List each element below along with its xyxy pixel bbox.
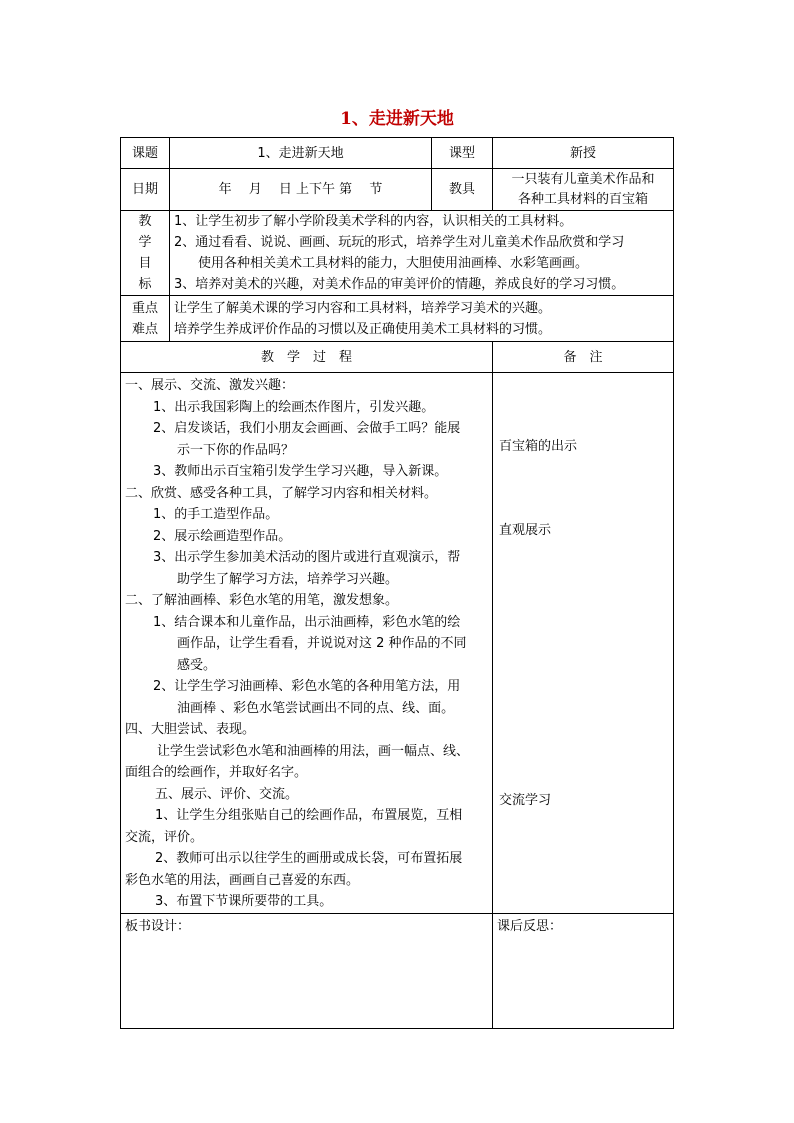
label-key-line: 难点 — [131, 321, 158, 337]
process-line: 2、教师可出示以往学生的画册或成长袋，可布置拓展 — [155, 851, 463, 866]
process-line: 四、大胆尝试、表现。 — [125, 722, 256, 737]
goal-item: 使用各种相关美术工具材料的能力，大胆使用油画棒、水彩笔画画。 — [198, 256, 589, 271]
process-line: 让学生尝试彩色水笔和油画棒的用法，画一幅点、线、 — [157, 743, 470, 759]
process-line: 2、让学生学习油画棒、彩色水笔的各种用笔方法，用 — [153, 679, 461, 694]
tools-line-2: 各种工具材料的百宝箱 — [518, 191, 649, 207]
tools-line-1: 一只装有儿童美术作品和 — [511, 171, 655, 187]
board-design-cell — [121, 913, 493, 1028]
type-value: 新授 — [493, 138, 674, 169]
key-point-item: 让学生了解美术课的学习内容和工具材料，培养学习美术的兴趣。 — [174, 300, 552, 316]
board-design-label: 板书设计： — [125, 918, 191, 934]
label-type: 课型 — [432, 138, 493, 169]
row-topic — [121, 138, 674, 169]
process-line: 3、布置下节课所要带的工具。 — [155, 894, 333, 909]
process-line: 1、的手工造型作品。 — [153, 507, 279, 522]
label-key-line: 重点 — [131, 300, 158, 316]
date-value: 年 月 日 上下午 第 节 — [170, 169, 432, 211]
process-line: 五、展示、评价、交流。 — [155, 786, 299, 802]
process-line: 3、出示学生参加美术活动的图片或进行直观演示，帮 — [153, 550, 461, 565]
topic-value: 1、走进新天地 — [170, 138, 432, 169]
process-line: 二、欣赏、感受各种工具，了解学习内容和相关材料。 — [125, 485, 438, 501]
label-goals-char: 教 — [138, 214, 152, 229]
process-line: 感受。 — [177, 657, 217, 673]
process-line: 1、让学生分组张贴自己的绘画作品，布置展览，互相 — [155, 808, 463, 823]
tools-value — [493, 169, 674, 211]
label-goals-char: 标 — [138, 277, 152, 292]
row-process — [121, 373, 674, 914]
process-line: 1、结合课本和儿童作品，出示油画棒，彩色水笔的绘 — [153, 614, 461, 630]
process-line: 彩色水笔的用法，画画自己喜爱的东西。 — [125, 872, 360, 888]
label-key-points — [121, 296, 170, 342]
process-line: 2、启发谈话，我们小朋友会画画、会做手工吗？能展 — [153, 421, 461, 436]
goals-content — [170, 211, 674, 296]
label-goals-char: 学 — [138, 235, 152, 250]
process-line: 1、出示我国彩陶上的绘画杰作图片，引发兴趣。 — [153, 399, 435, 415]
key-points-content — [170, 296, 674, 342]
process-line: 油画棒 、彩色水笔尝试画出不同的点、线、面。 — [177, 700, 455, 716]
note-item: 交流学习 — [499, 793, 552, 808]
process-line: 二、了解油画棒、彩色水笔的用笔，激发想象。 — [125, 593, 399, 608]
goal-item: 1、让学生初步了解小学阶段美术学科的内容，认识相关的工具材料。 — [174, 214, 573, 229]
process-line: 画作品，让学生看看，并说说对这 2 种作品的不同 — [177, 636, 467, 651]
row-key-points — [121, 296, 674, 342]
process-line: 2、展示绘画造型作品。 — [153, 528, 292, 544]
lesson-plan-table — [120, 137, 674, 1029]
label-tools: 教具 — [432, 169, 493, 211]
row-section-headers — [121, 342, 674, 373]
process-line: 助学生了解学习方法，培养学习兴趣。 — [177, 571, 399, 587]
row-board-reflection — [121, 913, 674, 1028]
goal-item: 3、培养对美术的兴趣，对美术作品的审美评价的情趣，养成良好的学习习惯。 — [174, 277, 625, 292]
process-line: 交流，评价。 — [125, 829, 204, 845]
reflection-cell — [493, 913, 674, 1028]
process-line: 面组合的绘画作，并取好名字。 — [125, 765, 308, 780]
label-topic: 课题 — [121, 138, 170, 169]
row-goals — [121, 211, 674, 296]
notes-header: 备 注 — [493, 342, 674, 373]
label-goals — [121, 211, 170, 296]
process-line: 示一下你的作品吗？ — [177, 442, 295, 458]
goal-item: 2、通过看看、说说、画画、玩玩的形式，培养学生对儿童美术作品欣赏和学习 — [174, 235, 625, 250]
label-goals-char: 目 — [138, 256, 152, 271]
notes-content — [493, 373, 674, 914]
note-item: 百宝箱的出示 — [499, 439, 578, 454]
reflection-label: 课后反思： — [497, 918, 563, 934]
process-content — [121, 373, 493, 914]
process-header: 教 学 过 程 — [121, 342, 493, 373]
process-line: 3、教师出示百宝箱引发学生学习兴趣，导入新课。 — [153, 464, 448, 479]
process-line: 一、展示、交流、激发兴趣： — [125, 378, 295, 393]
label-date: 日期 — [121, 169, 170, 211]
document-title: 1、走进新天地 — [340, 109, 454, 129]
row-date — [121, 169, 674, 211]
key-point-item: 培养学生养成评价作品的习惯以及正确使用美术工具材料的习惯。 — [174, 321, 552, 337]
note-item: 直观展示 — [499, 523, 552, 538]
